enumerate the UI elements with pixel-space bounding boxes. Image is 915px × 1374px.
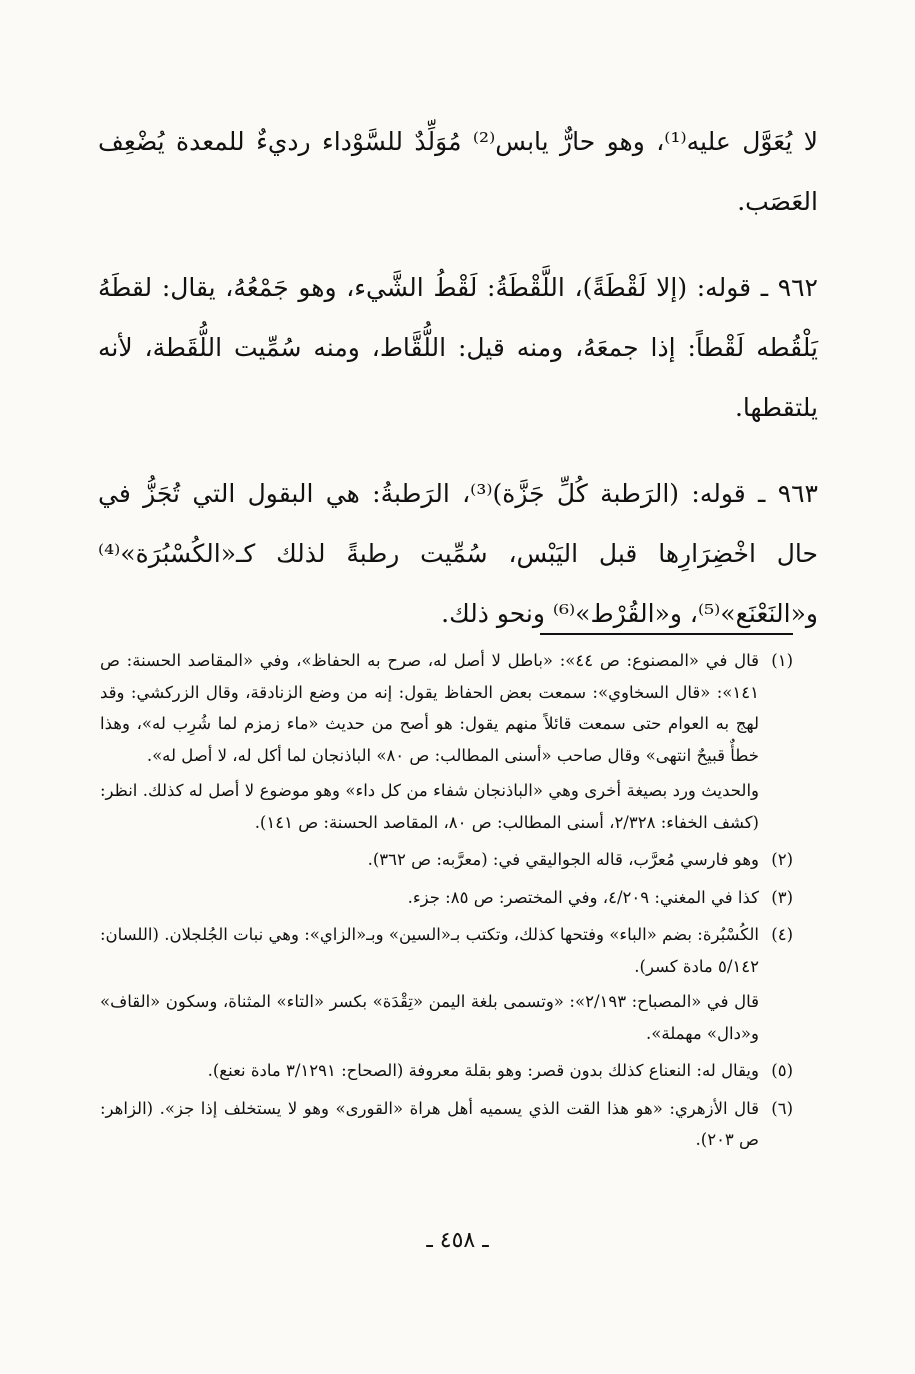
footnote-body xyxy=(100,1093,759,1160)
footnote-text: قال في «المصباح: ٢/١٩٣»: «وتسمى بلغة اليمن «تِقْدَة» بكسر «التاء» المثناة، وسكون «القاف» و«دال» مهملة». xyxy=(100,992,759,1043)
main-text xyxy=(98,112,818,670)
footnote-body xyxy=(100,882,759,918)
footnote-6 xyxy=(100,1093,793,1160)
footnote-text: قال في «المصنوع: ص ٤٤»: «باطل لا أصل له، صرح به الحفاظ»، وفي «المقاصد الحسنة: ص ١٤١»: «قال السخاوي»: سمعت بعض الحفاظ يقول: إنه من وضع الزنادقة، وقال الزركشي: وقد لهج به العوام حتى سمعت قائلاً منهم يقول: هو أصح من حديث «ماء زمزم لما شُرِب له»، وهذا خطأٌ قبيحٌ انتهى» وقال صاحب «أسنى المطالب: ص ٨٠» الباذنجان لما أكل له، لا أصل له». xyxy=(100,651,759,765)
footnote-1 xyxy=(100,645,793,842)
footnote-text: ويقال له: النعناع كذلك بدون قصر: وهو بقلة معروفة (الصحاح: ٣/١٢٩١ مادة نعنع). xyxy=(207,1061,759,1080)
footnote-text: قال الأزهري: «هو هذا القت الذي يسميه أهل هراة «القورى» وهو لا يستخلف إذا جز». (الزاهر: ص ٢٠٣). xyxy=(100,1098,759,1149)
paragraph-intro: لا يُعَوَّل عليه⁽¹⁾، وهو حارٌّ يابس⁽²⁾ مُوَلِّدٌ للسَّوْداء رديءٌ للمعدة يُضْعِف العَصَب. xyxy=(98,127,818,216)
footnotes xyxy=(100,645,793,1162)
footnote-number: (٢) xyxy=(771,850,793,869)
footnote-number: (٦) xyxy=(771,1098,793,1118)
footnote-2 xyxy=(100,844,793,880)
footnote-text: وهو فارسي مُعرَّب، قاله الجواليقي في: (معرَّبه: ص ٣٦٢). xyxy=(367,850,759,869)
footnote-4 xyxy=(100,919,793,1053)
footnote-separator xyxy=(540,633,793,635)
footnote-number: (٣) xyxy=(771,887,793,907)
footnote-body xyxy=(100,645,759,842)
footnote-text: كذا في المغني: ٤/٢٠٩، وفي المختصر: ص ٨٥: جزء. xyxy=(407,887,759,907)
footnote-text: والحديث ورد بصيغة أخرى وهي «الباذنجان شفاء من كل داء» وهو موضوع لا أصل له كذلك. انظر: (كشف الخفاء: ٢/٣٢٨، أسنى المطالب: ص ٨٠، المقاصد الحسنة: ص ١٤١). xyxy=(100,781,759,832)
footnote-3 xyxy=(100,882,793,918)
footnote-number: (٤) xyxy=(771,925,793,944)
footnote-number: (١) xyxy=(771,651,793,670)
footnote-body xyxy=(100,1055,759,1091)
footnote-body xyxy=(100,919,759,1053)
page-number: ـ ٤٥٨ ـ xyxy=(426,1228,489,1253)
footnote-body xyxy=(100,844,759,880)
footnote-number: (٥) xyxy=(771,1061,793,1080)
paragraph-963: ٩٦٣ ـ قوله: (الرَطبة كُلِّ جَزَّة)⁽³⁾، الرَطبةُ: هي البقول التي تُجَزُّ في حال اخْضِرَارِها قبل اليَبْس، سُمِّيت رطبةً لذلك كـ«الكُسْبُرَة»⁽⁴⁾ و«النَعْنَع»⁽⁵⁾، و«القُرْط»⁽⁶⁾ ونحو ذلك. xyxy=(98,479,818,628)
paragraph-962: ٩٦٢ ـ قوله: (إلا لَقْطَةً)، اللَّقْطَةُ: لَقْطُ الشَّيء، وهو جَمْعُهُ، يقال: لقطَهُ يَلْقُطه لَقْطاً: إذا جمعَهُ، ومنه قيل: اللُّقَّاط، ومنه سُمِّيت اللُّقَطة، لأنه يلتقطها. xyxy=(98,273,818,422)
footnote-5 xyxy=(100,1055,793,1091)
footnote-text: الكُسْبُرة: بضم «الباء» وفتحها كذلك، وتكتب بـ«السين» وبـ«الزاي»: وهي نبات الجُلجلان. (اللسان: ٥/١٤٢ مادة كسر). xyxy=(100,925,759,976)
